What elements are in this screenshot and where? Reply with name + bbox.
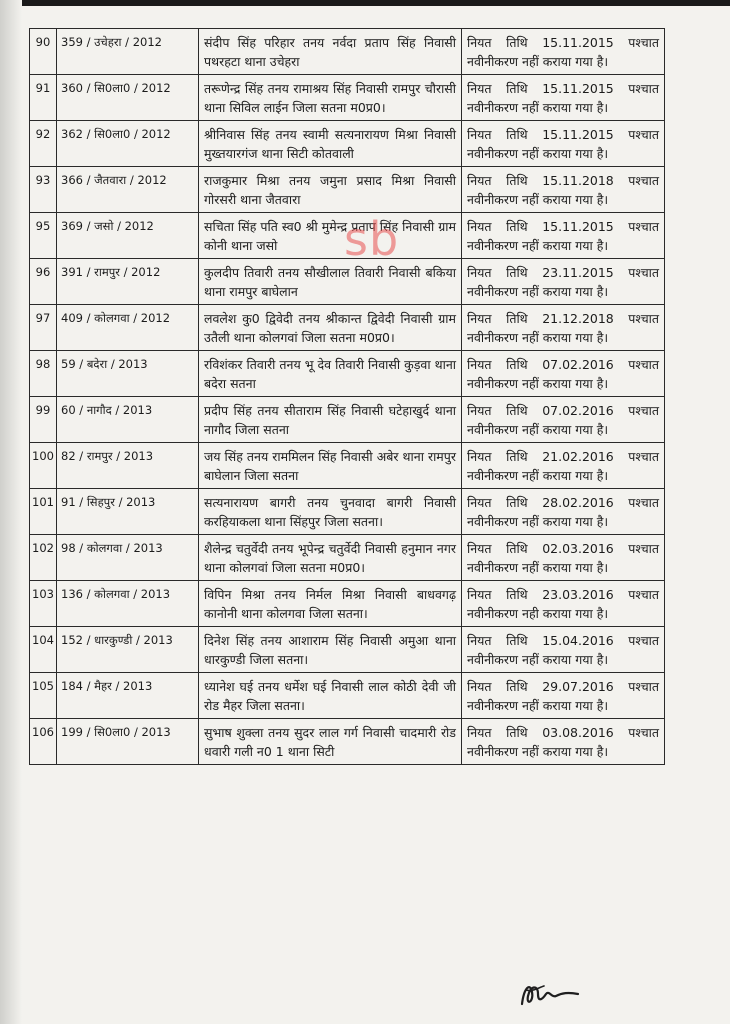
person-details-cell: प्रदीप सिंह तनय सीताराम सिंह निवासी घटेहाखुर्द थाना नागौद जिला सतना	[199, 397, 462, 443]
renewal-status-cell: नियत तिथि 07.02.2016 पश्चात नवीनीकरण नहीं कराया गया है।	[462, 397, 665, 443]
table-row	[30, 121, 665, 167]
person-details-cell: दिनेश सिंह तनय आशाराम सिंह निवासी अमुआ थाना धारकुण्डी जिला सतना।	[199, 627, 462, 673]
person-details-cell: कुलदीप तिवारी तनय सौखीलाल तिवारी निवासी बकिया थाना रामपुर बाघेलान	[199, 259, 462, 305]
case-number-cell: 98 / कोलगवा / 2013	[57, 535, 199, 581]
table-row	[30, 443, 665, 489]
case-number-cell: 60 / नागौद / 2013	[57, 397, 199, 443]
person-details-cell: राजकुमार मिश्रा तनय जमुना प्रसाद मिश्रा निवासी गोरसरी थाना जैतवारा	[199, 167, 462, 213]
renewal-status-cell: नियत तिथि 29.07.2016 पश्चात नवीनीकरण नहीं कराया गया है।	[462, 673, 665, 719]
person-details-cell: रविशंकर तिवारी तनय भू देव तिवारी निवासी कुड़वा थाना बदेरा सतना	[199, 351, 462, 397]
serial-cell: 93	[30, 167, 57, 213]
serial-cell: 101	[30, 489, 57, 535]
table-row	[30, 29, 665, 75]
table-row	[30, 581, 665, 627]
case-number-cell: 59 / बदेरा / 2013	[57, 351, 199, 397]
serial-cell: 90	[30, 29, 57, 75]
table-row	[30, 397, 665, 443]
person-details-cell: ध्यानेश घई तनय धर्मेश घई निवासी लाल कोठी देवी जी रोड मैहर जिला सतना।	[199, 673, 462, 719]
person-details-cell: सचिता सिंह पति स्व0 श्री मुमेन्द्र प्रताप सिंह निवासी ग्राम कोनी थाना जसो	[199, 213, 462, 259]
renewal-status-cell: नियत तिथि 15.11.2015 पश्चात नवीनीकरण नहीं कराया गया है।	[462, 75, 665, 121]
case-number-cell: 82 / रामपुर / 2013	[57, 443, 199, 489]
person-details-cell: विपिन मिश्रा तनय निर्मल मिश्रा निवासी बाधवगढ़ कानोनी थाना कोलगवा जिला सतना।	[199, 581, 462, 627]
case-number-cell: 152 / धारकुण्डी / 2013	[57, 627, 199, 673]
person-details-cell: तरूणेन्द्र सिंह तनय रामाश्रय सिंह निवासी रामपुर चौरासी थाना सिविल लाईन जिला सतना म0प्र0।	[199, 75, 462, 121]
person-details-cell: शैलेन्द्र चतुर्वेदी तनय भूपेन्द्र चतुर्वेदी निवासी हनुमान नगर थाना कोलगवां जिला सतना म0प्र0।	[199, 535, 462, 581]
person-details-cell: श्रीनिवास सिंह तनय स्वामी सत्यनारायण मिश्रा निवासी मुख्तयारगंज थाना सिटी कोतवाली	[199, 121, 462, 167]
table-row	[30, 75, 665, 121]
serial-cell: 95	[30, 213, 57, 259]
table-row	[30, 489, 665, 535]
serial-cell: 105	[30, 673, 57, 719]
table-row	[30, 351, 665, 397]
case-number-cell: 362 / सि0ला0 / 2012	[57, 121, 199, 167]
serial-cell: 92	[30, 121, 57, 167]
person-details-cell: संदीप सिंह परिहार तनय नर्वदा प्रताप सिंह निवासी पथरहटा थाना उचेहरा	[199, 29, 462, 75]
serial-cell: 97	[30, 305, 57, 351]
renewal-status-cell: नियत तिथि 15.11.2015 पश्चात नवीनीकरण नहीं कराया गया है।	[462, 121, 665, 167]
page-left-edge	[0, 0, 22, 1024]
signature-mark	[516, 974, 586, 1014]
watermark: sb	[344, 212, 400, 266]
records-table-body	[30, 29, 665, 765]
table-row	[30, 305, 665, 351]
serial-cell: 99	[30, 397, 57, 443]
table-row	[30, 719, 665, 765]
serial-cell: 100	[30, 443, 57, 489]
renewal-status-cell: नियत तिथि 23.03.2016 पश्चात नवीनीकरण नही कराया गया है।	[462, 581, 665, 627]
serial-cell: 106	[30, 719, 57, 765]
renewal-status-cell: नियत तिथि 21.02.2016 पश्चात नवीनीकरण नहीं कराया गया है।	[462, 443, 665, 489]
renewal-status-cell: नियत तिथि 21.12.2018 पश्चात नवीनीकरण नहीं कराया गया है।	[462, 305, 665, 351]
renewal-status-cell: नियत तिथि 07.02.2016 पश्चात नवीनीकरण नहीं कराया गया है।	[462, 351, 665, 397]
person-details-cell: लवलेश कु0 द्विवेदी तनय श्रीकान्त द्विवेदी निवासी ग्राम उतैली थाना कोलगवां जिला सतना म0प्र0।	[199, 305, 462, 351]
serial-cell: 98	[30, 351, 57, 397]
case-number-cell: 369 / जसो / 2012	[57, 213, 199, 259]
renewal-status-cell: नियत तिथि 23.11.2015 पश्चात नवीनीकरण नहीं कराया गया है।	[462, 259, 665, 305]
table-row	[30, 673, 665, 719]
serial-cell: 96	[30, 259, 57, 305]
case-number-cell: 136 / कोलगवा / 2013	[57, 581, 199, 627]
case-number-cell: 199 / सि0ला0 / 2013	[57, 719, 199, 765]
renewal-status-cell: नियत तिथि 02.03.2016 पश्चात नवीनीकरण नहीं कराया गया है।	[462, 535, 665, 581]
case-number-cell: 409 / कोलगवा / 2012	[57, 305, 199, 351]
serial-cell: 103	[30, 581, 57, 627]
serial-cell: 102	[30, 535, 57, 581]
renewal-status-cell: नियत तिथि 15.04.2016 पश्चात नवीनीकरण नहीं कराया गया है।	[462, 627, 665, 673]
records-table	[29, 28, 665, 765]
person-details-cell: सुभाष शुक्ला तनय सुदर लाल गर्ग निवासी चादमारी रोड धवारी गली न0 1 थाना सिटी	[199, 719, 462, 765]
table-row	[30, 627, 665, 673]
renewal-status-cell: नियत तिथि 03.08.2016 पश्चात नवीनीकरण नहीं कराया गया है।	[462, 719, 665, 765]
renewal-status-cell: नियत तिथि 15.11.2018 पश्चात नवीनीकरण नहीं कराया गया है।	[462, 167, 665, 213]
serial-cell: 91	[30, 75, 57, 121]
page-top-edge	[0, 0, 730, 6]
person-details-cell: सत्यनारायण बागरी तनय चुनवादा बागरी निवासी करहियाकला थाना सिंहपुर जिला सतना।	[199, 489, 462, 535]
case-number-cell: 391 / रामपुर / 2012	[57, 259, 199, 305]
renewal-status-cell: नियत तिथि 15.11.2015 पश्चात नवीनीकरण नहीं कराया गया है।	[462, 29, 665, 75]
case-number-cell: 359 / उचेहरा / 2012	[57, 29, 199, 75]
table-row	[30, 167, 665, 213]
renewal-status-cell: नियत तिथि 28.02.2016 पश्चात नवीनीकरण नहीं कराया गया है।	[462, 489, 665, 535]
case-number-cell: 360 / सि0ला0 / 2012	[57, 75, 199, 121]
table-row	[30, 535, 665, 581]
case-number-cell: 91 / सिहपुर / 2013	[57, 489, 199, 535]
serial-cell: 104	[30, 627, 57, 673]
person-details-cell: जय सिंह तनय राममिलन सिंह निवासी अबेर थाना रामपुर बाघेलान जिला सतना	[199, 443, 462, 489]
renewal-status-cell: नियत तिथि 15.11.2015 पश्चात नवीनीकरण नहीं कराया गया है।	[462, 213, 665, 259]
case-number-cell: 184 / मैहर / 2013	[57, 673, 199, 719]
case-number-cell: 366 / जैतवारा / 2012	[57, 167, 199, 213]
